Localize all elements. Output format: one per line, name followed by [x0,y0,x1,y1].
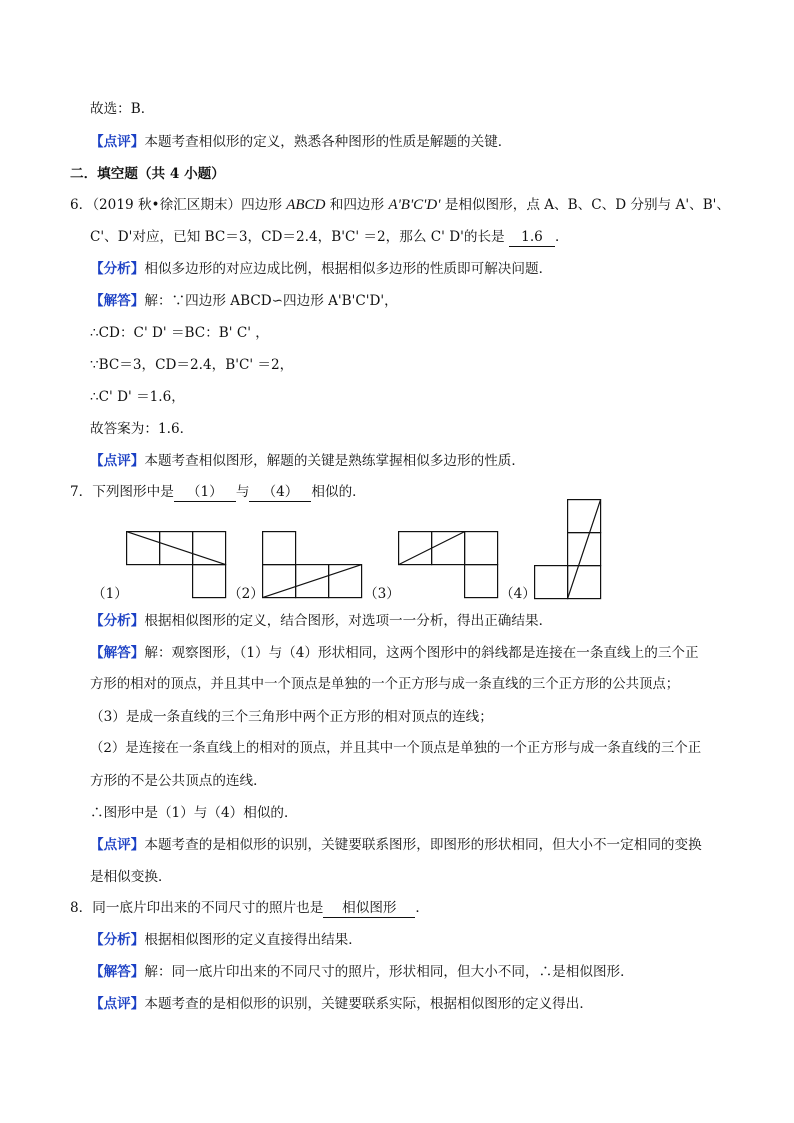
q8-stem: 8．同一底片印出来的不同尺寸的照片也是 相似图形 ． [70,900,429,916]
q6-analysis: 【分析】相似多边形的对应边成比例，根据相似多边形的性质即可解决问题． [90,261,553,277]
q7-comment-1: 【点评】本题考查的是相似形的识别，关键要联系图形，即图形的形状相同，但大小不一定相同的变换 [90,837,702,853]
q8-answer-blank: 相似图形 [323,900,415,918]
q6-stem-line2: C'、D'对应，已知 BC＝3，CD＝2.4，B'C' ＝2，那么 C' D'的长是 1.6 ． [90,229,569,245]
figure-1 [126,531,228,599]
section-title: 二．填空题（共 4 小题） [70,166,225,182]
figure-3-label: （3） [364,586,400,602]
q6-stem-line1: 6．（2019 秋•徐汇区期末）四边形 ABCD 和四边形 A'B'C'D' 是相似图形，点 A、B、C、D 分别与 A'、B'、 [70,197,731,213]
q7-answer-blank-1: （1） [174,484,236,502]
q6-step-2: ∵BC＝3，CD＝2.4，B'C' ＝2， [90,357,294,373]
figure-2-label: （2） [228,586,264,602]
q7-analysis: 【分析】根据相似图形的定义，结合图形，对选项一一分析，得出正确结果． [90,613,553,629]
q6-step-1: ∴CD：C' D' ＝BC：B' C' ， [90,325,269,341]
q8-comment: 【点评】本题考查的是相似形的识别，关键要联系实际，根据相似图形的定义得出． [90,996,593,1012]
q7-solution-5: 方形的不是公共顶点的连线． [90,773,267,789]
comment-tag: 【点评】 [90,134,145,150]
figure-2 [262,531,364,599]
figure-1-label: （1） [92,586,128,602]
q7-comment-2: 是相似变换． [90,869,172,885]
previous-answer-line: 故选：B． [90,101,155,117]
q7-answer-blank-2: （4） [249,484,311,502]
q7-solution-3: （3）是成一条直线的三个三角形中两个正方形的相对顶点的连线； [90,709,493,725]
q6-answer-blank: 1.6 [509,229,555,247]
q6-step-4: 故答案为：1.6． [90,421,194,437]
figure-3 [398,531,500,599]
q8-solution: 【解答】解：同一底片印出来的不同尺寸的照片，形状相同，但大小不同，∴是相似图形． [90,964,634,980]
q6-step-3: ∴C' D' ＝1.6， [90,389,185,405]
q7-stem: 7．下列图形中是 （1） 与 （4） 相似的． [70,484,366,500]
q7-solution-2: 方形的相对的顶点，并且其中一个顶点是单独的一个正方形与成一条直线的三个正方形的公共顶点； [90,677,680,692]
q7-solution-4: （2）是连接在一条直线上的相对的顶点，并且其中一个顶点是单独的一个正方形与成一条直线的三个正 [90,741,702,756]
figure-4-label: （4） [500,586,536,602]
q7-solution-6: ∴图形中是（1）与（4）相似的． [90,805,298,821]
q8-analysis: 【分析】根据相似图形的定义直接得出结果． [90,932,362,948]
q6-solution: 【解答】解：∵四边形 ABCD∽四边形 A'B'C'D'， [90,293,398,309]
q6-comment: 【点评】本题考查相似图形，解题的关键是熟练掌握相似多边形的性质． [90,453,525,469]
q7-solution-1: 【解答】解：观察图形，（1）与（4）形状相同，这两个图形中的斜线都是连接在一条直线上的三个正 [90,645,699,661]
comment-line: 【点评】本题考查相似形的定义，熟悉各种图形的性质是解题的关键． [90,134,512,150]
figure-4 [534,499,602,600]
